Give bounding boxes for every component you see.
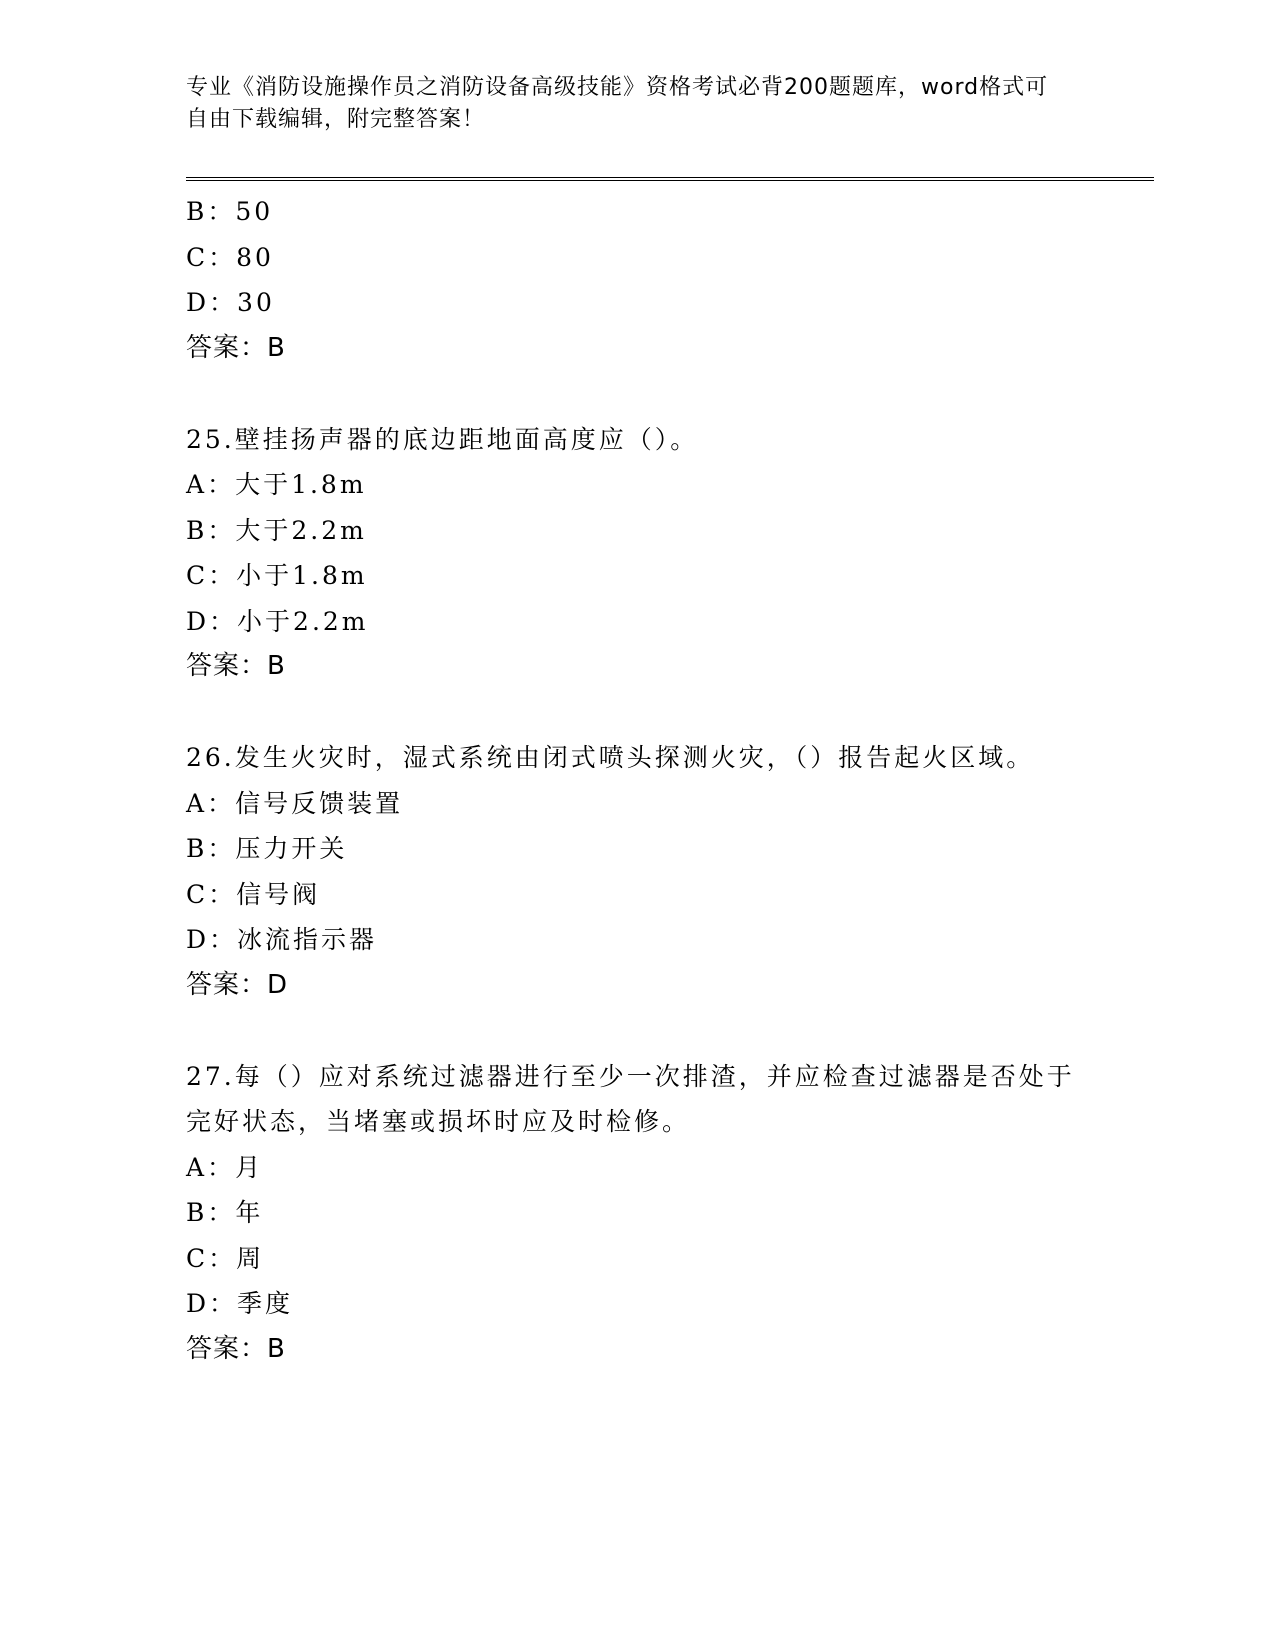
option-c (186, 1236, 1086, 1282)
question-26 (186, 735, 1086, 1008)
option-a (186, 462, 1086, 508)
header-divider (186, 177, 1154, 181)
question-list (186, 189, 1086, 1372)
option-text: 80 (236, 242, 274, 272)
option-text: 季度 (237, 1289, 294, 1318)
option-key: C： (186, 1243, 237, 1273)
question-stem: 27.每（）应对系统过滤器进行至少一次排渣，并应检查过滤器是否处于完好状态，当堵塞或损坏时应及时检修。 (186, 1061, 1075, 1136)
answer-line: 答案：B (186, 1333, 286, 1364)
option-key: B： (186, 834, 236, 863)
option-text: 信号反馈装置 (235, 788, 404, 818)
option-text: 信号阀 (236, 879, 321, 909)
option-key: B： (186, 515, 236, 545)
option-d (186, 280, 1086, 326)
option-text: 小于2.2m (237, 606, 369, 636)
question-stem: 25.壁挂扬声器的底边距地面高度应（）。 (186, 424, 699, 454)
option-b (186, 1190, 1086, 1236)
option-key: C： (186, 242, 237, 272)
option-b (186, 189, 1086, 235)
spacer (186, 1008, 1086, 1054)
answer-line: 答案：D (186, 969, 289, 1000)
option-key: B： (186, 1198, 236, 1227)
option-d (186, 917, 1086, 963)
option-text: 30 (237, 288, 275, 317)
option-c (186, 553, 1086, 599)
option-text: 大于2.2m (235, 515, 367, 545)
option-text: 50 (235, 197, 274, 226)
partial-question (186, 189, 1086, 371)
option-key: C： (186, 879, 237, 909)
option-key: D： (186, 925, 238, 954)
option-a (186, 1145, 1086, 1191)
option-d (186, 599, 1086, 645)
option-key: A： (186, 1152, 236, 1182)
question-27 (186, 1054, 1086, 1373)
option-text: 月 (235, 1152, 264, 1182)
option-key: B： (186, 197, 236, 226)
option-b (186, 508, 1086, 554)
option-text: 大于1.8m (235, 470, 367, 499)
option-key: D： (186, 1289, 238, 1318)
answer-line: 答案：B (186, 651, 286, 681)
option-a (186, 781, 1086, 827)
question-stem: 26.发生火灾时，湿式系统由闭式喷头探测火灾，（）报告起火区域。 (186, 743, 1035, 772)
document-header: 专业《消防设施操作员之消防设备高级技能》资格考试必背200题题库，word格式可自由下载编辑，附完整答案！ (186, 75, 1049, 132)
option-key: C： (186, 561, 237, 590)
option-text: 小于1.8m (236, 561, 368, 590)
option-key: A： (186, 788, 236, 818)
option-key: D： (186, 288, 238, 317)
spacer (186, 371, 1086, 417)
option-b (186, 826, 1086, 872)
answer-line: 答案：B (186, 332, 286, 363)
option-text: 周 (236, 1243, 265, 1273)
option-text: 冰流指示器 (237, 925, 378, 954)
option-text: 年 (235, 1198, 264, 1227)
option-c (186, 872, 1086, 918)
option-c (186, 235, 1086, 281)
spacer (186, 690, 1086, 736)
option-text: 压力开关 (235, 834, 348, 863)
option-key: D： (186, 606, 238, 636)
question-25 (186, 417, 1086, 690)
option-d (186, 1281, 1086, 1327)
option-key: A： (186, 470, 236, 499)
